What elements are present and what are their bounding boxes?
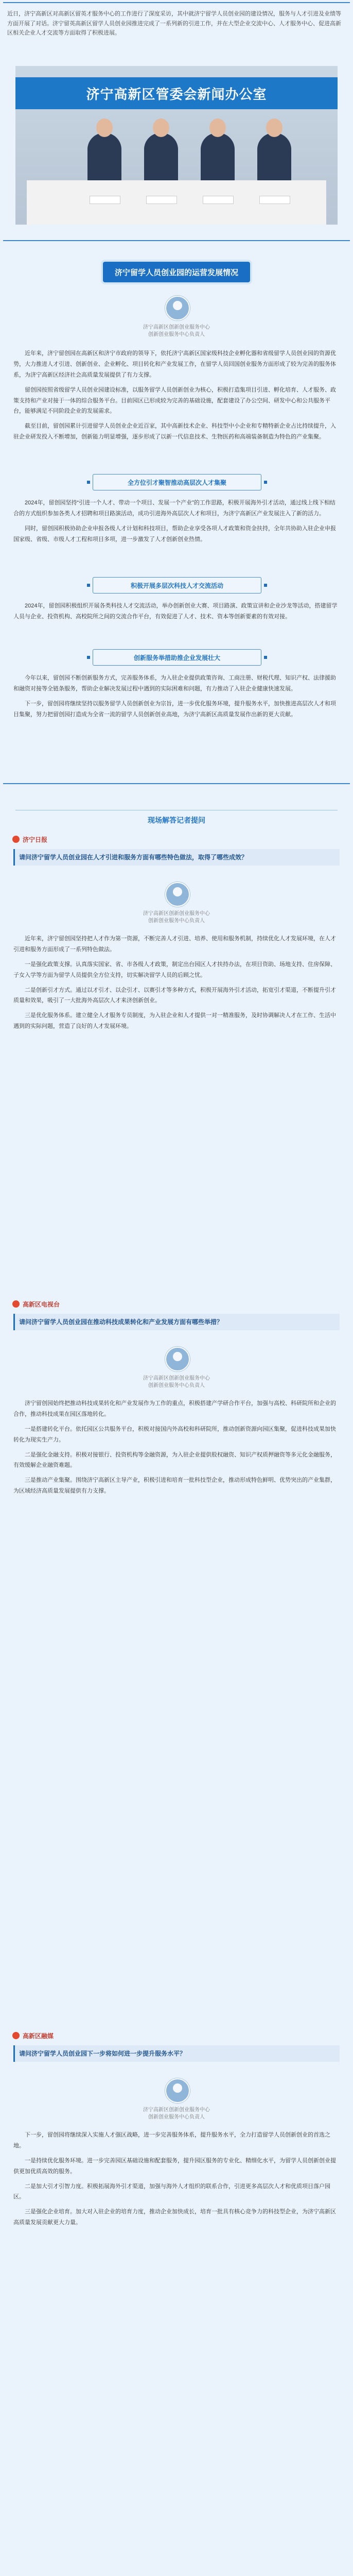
section-heading: 济宁留学人员创业园的运营发展情况 <box>103 262 250 282</box>
speaker-title: 创新创业服务中心负责人 <box>148 332 205 337</box>
speaker-avatar <box>165 296 190 320</box>
question-text: 请问济宁留学人员创业园下一步将如何进一步提升服务水平？ <box>13 2045 340 2062</box>
question-text: 请问济宁留学人员创业园在推动科技成果转化和产业发展方面有哪些举措？ <box>13 1314 340 1330</box>
frame-divider <box>3 783 350 784</box>
paragraph: 留创园按照省级留学人员创业园建设标准，以服务留学人员创新创业为核心，积极打造集项目引进、孵化培育、人才服务、政策支持和产业对接于一体的综合服务平台。目前园区已形成较为完善的基础设施，配套建设了办公空间、研发中心和公共服务平台，能够满足不同阶段企业的发展需求。 <box>13 386 336 415</box>
speaker-profile <box>0 296 353 339</box>
media-dot-icon <box>12 1300 20 1308</box>
paragraph: 济宁留创园始终把推动科技成果转化和产业发展作为工作的重点，积极搭建产学研合作平台，加强与高校、科研院所和企业的合作，推动科技成果在园区落地转化。 <box>13 1400 336 1417</box>
sub-heading: 全方位引才聚智推动高层次人才集聚 <box>93 474 261 490</box>
intro-text: 近日，济宁高新区对高新区留英才服务中心的工作进行了深度采访，其中就济宁留学人员创业园的建设情况，服务与人才引进及业绩等方面开展了对话。济宁留英高新区留学人员创业园推进完成了一系列新的引进工作，并在大型企业交流中心、人才服务中心、促进高新区相关企业人才交流等方面取得了积极进展。 <box>7 11 341 37</box>
frame-divider <box>3 240 350 241</box>
speaker-avatar <box>165 1347 190 1371</box>
media-dot-icon <box>12 2032 20 2039</box>
media-name: 济宁日报 <box>23 836 48 843</box>
photo-banner <box>15 77 338 109</box>
speaker-title: 创新创业服务中心负责人 <box>148 918 205 924</box>
speaker-name: 济宁高新区创新创业服务中心 <box>143 911 210 917</box>
press-conference-photo <box>15 66 338 225</box>
paragraph: 一是强化政策支撑。认真落实国家、省、市各级人才政策，制定出台园区人才扶持办法，在项目资助、场地支持、住房保障、子女入学等方面为留学人员提供全方位支持，切实解决留学人员的后顾之忧。 <box>13 961 336 978</box>
speaker-profile <box>0 1347 353 1390</box>
paragraph: 二是创新引才方式。通过以才引才、以企引才、以赛引才等多种方式，积极开展海外引才活动，拓宽引才渠道，不断提升引才质量和效果，吸引了一大批海外高层次人才来济创新创业。 <box>13 987 336 1004</box>
frame-top-border <box>3 2 350 3</box>
speaker-name: 济宁高新区创新创业服务中心 <box>143 1376 210 1381</box>
media-dot-icon <box>12 836 20 843</box>
section-body <box>13 348 340 447</box>
paragraph: 2024年，留创园坚持“引进一个人才、带动一个项目、发展一个产业”的工作思路，积极开展海外引才活动，通过线上线下相结合的方式组织参加各类人才招聘和项目路演活动，成功引进海外高层次人才和项目，为济宁高新区产业发展注入了新的活力。 <box>13 500 336 517</box>
paragraph: 近年来，济宁留创园在高新区和济宁市政府的领导下，依托济宁高新区国家级科技企业孵化器和省级留学人员创业园的资源优势，大力推进人才引进、创新创业、企业孵化、项目转化和产业发展工作，在留学人员回国创业服务方面形成了较为完善的服务体系，为济宁高新区经济社会高质量发展提供了有力支撑。 <box>13 350 336 378</box>
speaker-title: 创新创业服务中心负责人 <box>148 1383 205 1388</box>
speaker-avatar <box>165 2078 190 2103</box>
media-name: 高新区电视台 <box>23 1300 60 1308</box>
paragraph: 下一步，留创园将继续深入实施人才强区战略，进一步完善服务体系，提升服务水平，全力打造留学人员创新创业的首选之地。 <box>13 2132 330 2149</box>
answer-body <box>13 1398 340 1501</box>
paragraph: 截至目前，留创园累计引进留学人员创业企业近百家，其中高新技术企业、科技型中小企业和专精特新企业占比持续提升，入驻企业研发投入不断增加，创新能力明显增强，逐步形成了以新一代信息技术、生物医药和高端装备制造为特色的产业集聚。 <box>13 423 336 440</box>
answer-body <box>13 934 340 1036</box>
media-tag <box>10 1298 65 1310</box>
speaker-name: 济宁高新区创新创业服务中心 <box>143 325 210 330</box>
paragraph: 二是加大引才引智力度。积极拓展海外引才渠道，加强与海外人才组织的联系合作，引进更多高层次人才和优质项目落户园区。 <box>13 2183 330 2200</box>
paragraph: 近年来，济宁留创园坚持把人才作为第一资源，不断完善人才引进、培养、使用和服务机制，持续优化人才发展环境，在人才引进和服务方面形成了一系列特色做法。 <box>13 936 336 953</box>
speaker-profile <box>0 2078 353 2122</box>
speaker-name: 济宁高新区创新创业服务中心 <box>143 2107 210 2113</box>
paragraph: 下一步，留创园将继续坚持以服务留学人员创新创业为宗旨，进一步优化服务环境，提升服务水平，加快推进高层次人才和项目集聚，努力把留创园打造成为全省一流的留学人员创新创业高地，为济宁高新区高质量发展作出新的更大贡献。 <box>13 700 336 718</box>
paragraph: 2024年，留创园积极组织开展各类科技人才交流活动，举办创新创业大赛、项目路演、政策宣讲和企业沙龙等活动，搭建留学人员与企业、投资机构、高校院所之间的交流合作平台，有效促进了人才、技术、资本等创新要素的有效对接。 <box>13 603 338 620</box>
speaker-title: 创新创业服务中心负责人 <box>148 2114 205 2120</box>
paragraph: 同时，留创园积极协助企业申报各级人才计划和科技项目，帮助企业享受各项人才政策和资金扶持，全年共协助入驻企业申报国家级、省级、市级人才工程和项目多项，进一步激发了人才创新创业热情。 <box>13 525 336 543</box>
question-text: 请问济宁留学人员创业园在人才引进和服务方面有哪些特色做法，取得了哪些成效？ <box>13 849 340 866</box>
section-body <box>13 498 340 549</box>
paragraph: 二是强化金融支持。积极对接银行、投资机构等金融资源，为入驻企业提供股权融资、知识产权质押融资等多元化金融服务，有效缓解企业融资难题。 <box>13 1451 336 1469</box>
paragraph: 今年以来，留创园不断创新服务方式，完善服务体系，为入驻企业提供政策咨询、工商注册、财税代理、知识产权、法律援助和融资对接等全链条服务，帮助企业解决发展过程中遇到的实际困难和问题，有力推动了入驻企业健康快速发展。 <box>13 675 336 692</box>
paragraph: 三是推动产业集聚。围绕济宁高新区主导产业，积极引进和培育一批科技型企业，推动形成特色鲜明、优势突出的产业集群，为区域经济高质量发展提供有力支撑。 <box>13 1477 336 1495</box>
speaker-avatar <box>165 882 190 907</box>
section-body <box>13 673 340 724</box>
photo-banner-text: 济宁高新区管委会新闻办公室 <box>86 86 267 102</box>
paragraph: 一是搭建转化平台。依托园区公共服务平台，积极对接国内外高校和科研院所，推动创新资源向园区集聚，促进科技成果加快转化为现实生产力。 <box>13 1426 336 1443</box>
paragraph: 一是持续优化服务环境。进一步完善园区基础设施和配套服务，提升园区服务的专业化、精细化水平，为留学人员创新创业提供更加优质高效的服务。 <box>13 2157 336 2175</box>
speaker-profile <box>0 882 353 925</box>
paragraph: 三是强化企业培育。加大对入驻企业的培育力度，推动企业加快成长，培育一批具有核心竞争力的科技型企业，为济宁高新区高质量发展贡献更大力量。 <box>13 2209 336 2226</box>
media-tag <box>10 834 52 845</box>
paragraph: 三是优化服务体系。建立健全人才服务专员制度，为入驻企业和人才提供一对一精准服务，及时协调解决人才在工作、生活中遇到的实际问题，营造了良好的人才发展环境。 <box>13 1012 336 1030</box>
media-name: 高新区融媒 <box>23 2032 54 2040</box>
answer-body <box>13 2130 340 2232</box>
qa-section-title: 现场解答记者提问 <box>148 816 205 824</box>
media-tag <box>10 2030 59 2041</box>
sub-heading: 创新服务举措助推企业发展壮大 <box>93 649 261 666</box>
section-body <box>13 601 340 626</box>
sub-heading: 积极开展多层次科技人才交流活动 <box>93 577 261 594</box>
